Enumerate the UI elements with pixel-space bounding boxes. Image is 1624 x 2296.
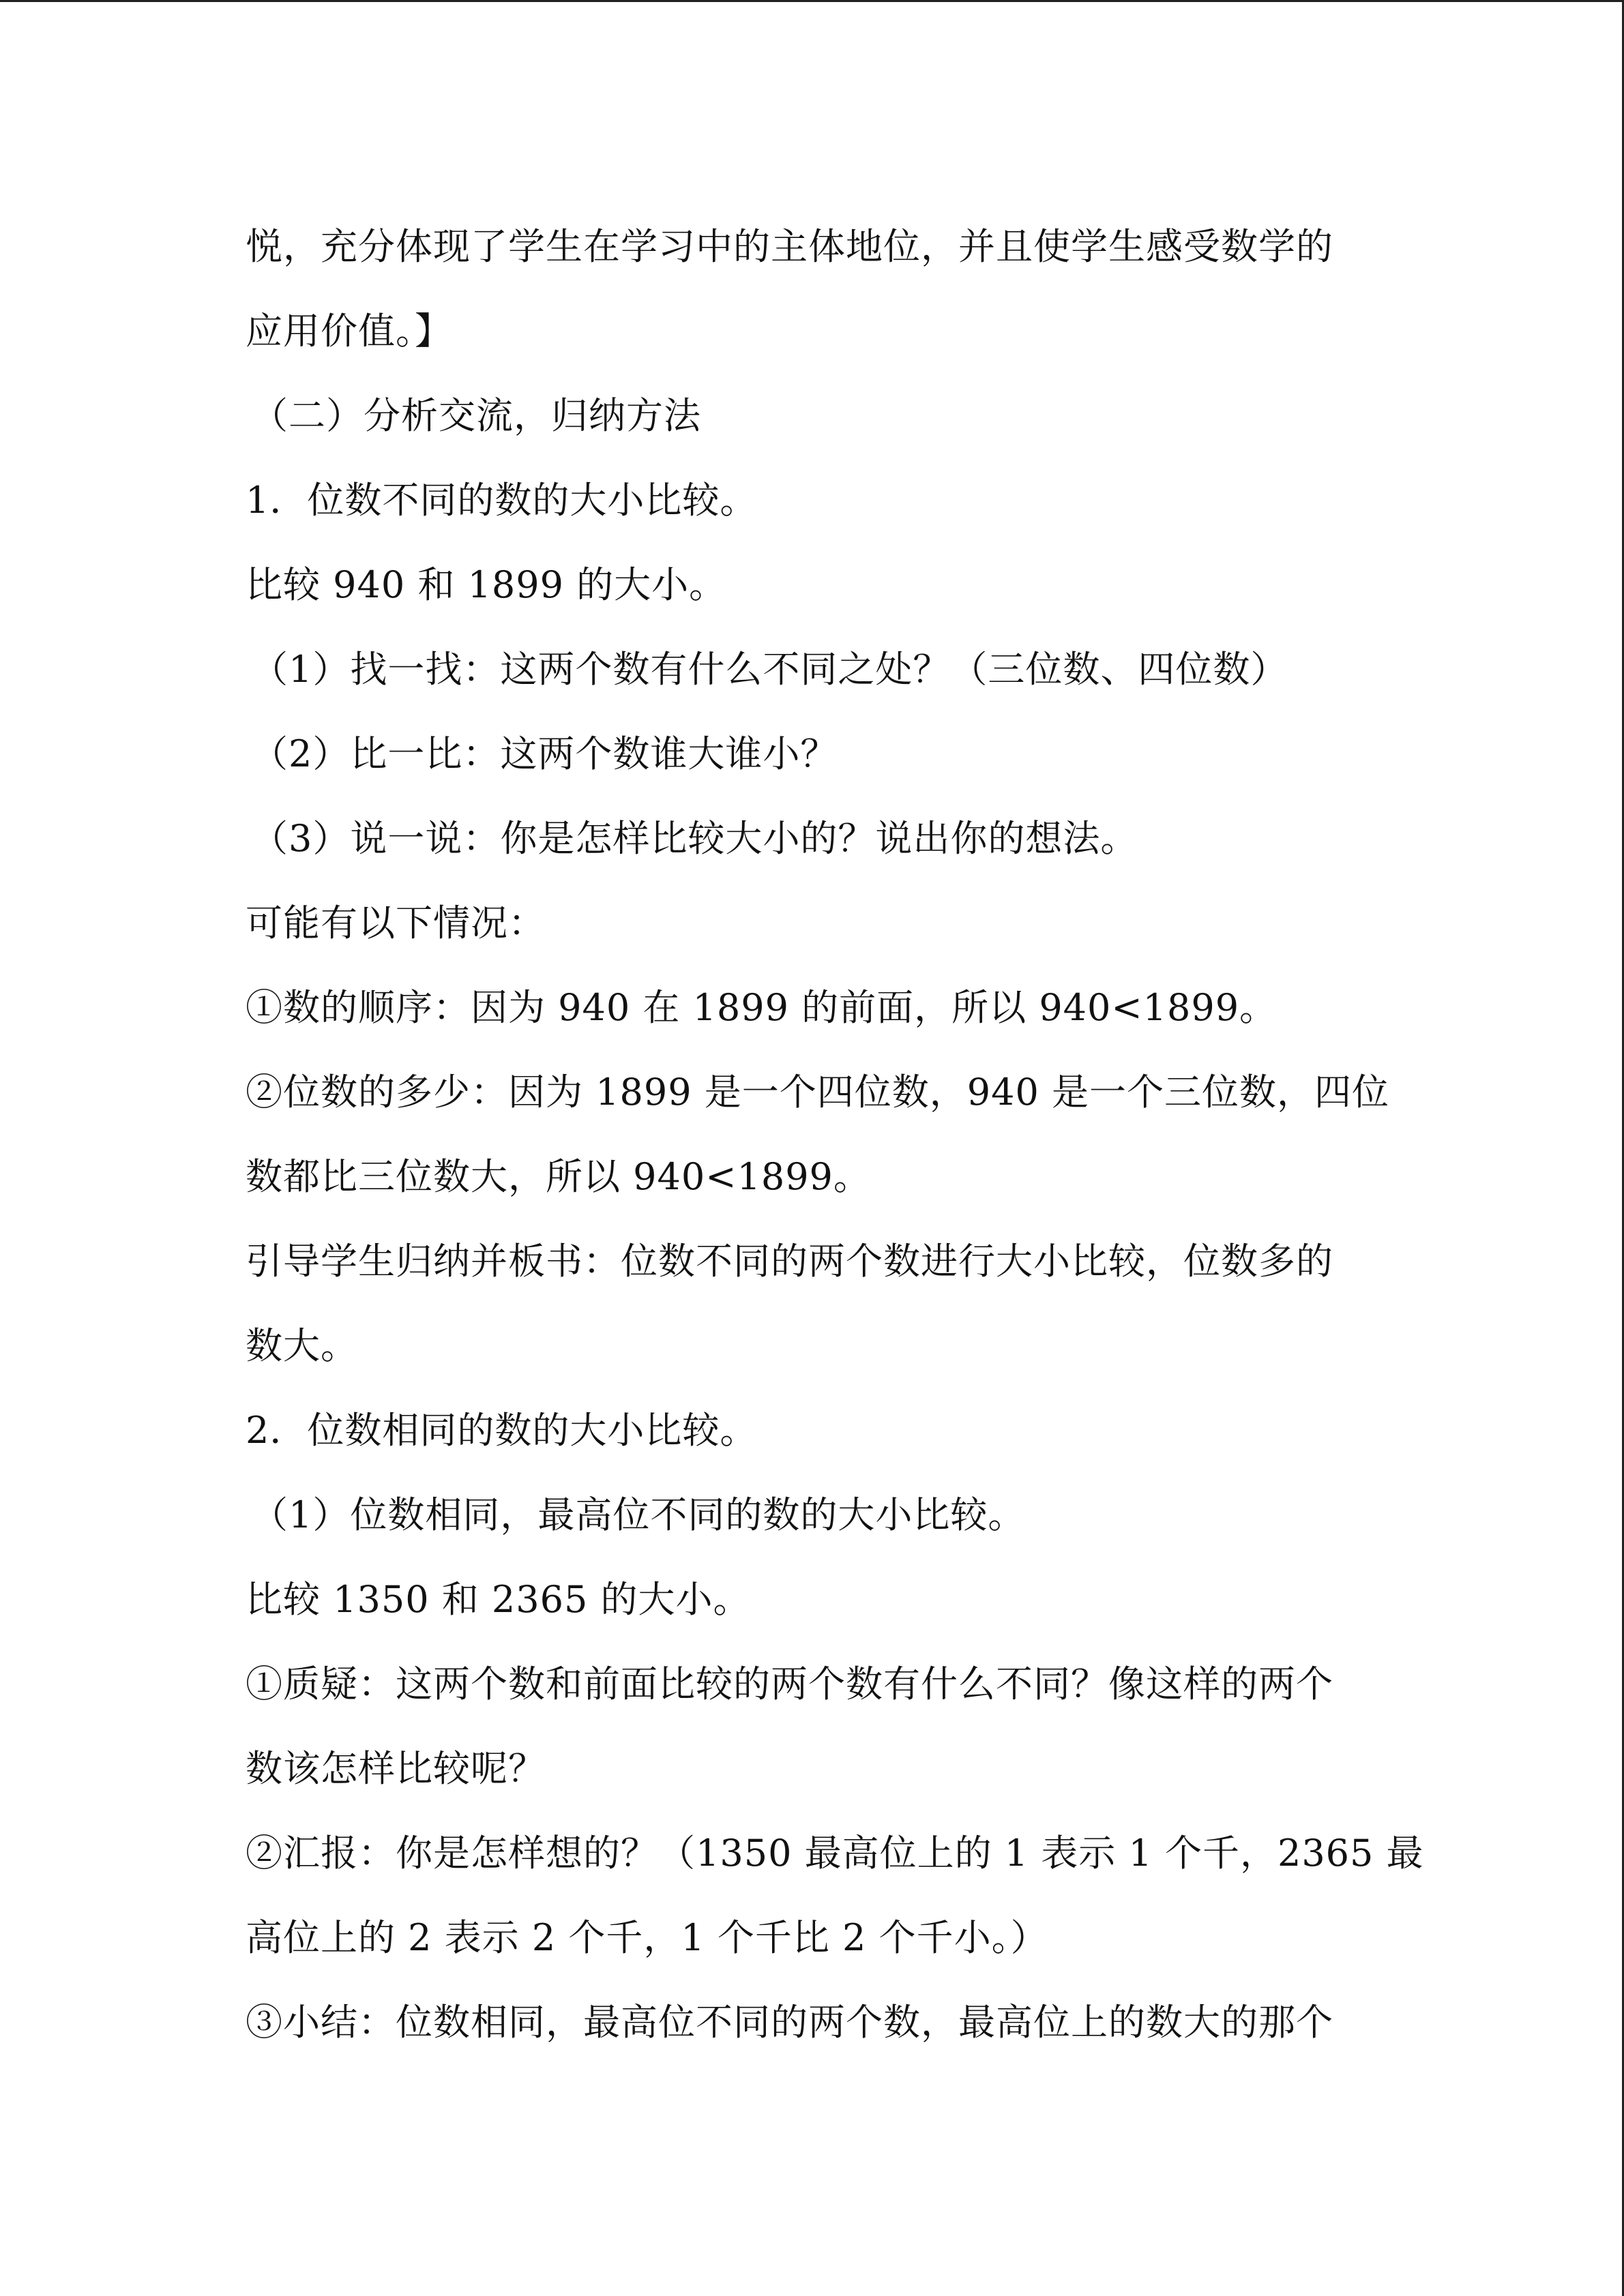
text-line-1: 悦，充分体现了学生在学习中的主体地位，并且使学生感受数学的	[246, 225, 1333, 268]
document-body	[246, 205, 1424, 2065]
subheading-same-digits: 2．位数相同的数的大小比较。	[246, 1409, 758, 1452]
text-line-19: 数该怎样比较呢？	[246, 1747, 546, 1790]
subheading-different-digits: 1．位数不同的数的大小比较。	[246, 479, 758, 522]
step-find: （1）找一找：这两个数有什么不同之处？（三位数、四位数）	[251, 648, 1288, 691]
text-line-5: 比较 940 和 1899 的大小。	[246, 563, 727, 606]
text-line-2: 应用价值。】	[246, 310, 452, 353]
section-heading-analysis: （二）分析交流，归纳方法	[251, 394, 701, 437]
text-line-14: 数大。	[246, 1324, 358, 1367]
text-line-9: 可能有以下情况：	[246, 901, 546, 944]
question-line: ①质疑：这两个数和前面比较的两个数有什么不同？像这样的两个	[246, 1663, 1333, 1705]
page-border-top	[0, 0, 1624, 2]
conclusion-line: ③小结：位数相同，最高位不同的两个数，最高位上的数大的那个	[246, 2001, 1333, 2044]
step-highest-digit: （1）位数相同，最高位不同的数的大小比较。	[251, 1493, 1026, 1536]
summary-line: 引导学生归纳并板书：位数不同的两个数进行大小比较，位数多的	[246, 1240, 1333, 1283]
text-line-21: 高位上的 2 表示 2 个千，1 个千比 2 个千小。）	[246, 1916, 1048, 1959]
report-line: ②汇报：你是怎样想的？（1350 最高位上的 1 表示 1 个千，2365 最	[246, 1832, 1424, 1875]
text-line-17: 比较 1350 和 2365 的大小。	[246, 1578, 751, 1621]
text-line-12: 数都比三位数大，所以 940<1899。	[246, 1155, 871, 1198]
case-digit-count: ②位数的多少：因为 1899 是一个四位数，940 是一个三位数，四位	[246, 1071, 1389, 1114]
step-explain: （3）说一说：你是怎样比较大小的？说出你的想法。	[251, 817, 1138, 860]
step-compare: （2）比一比：这两个数谁大谁小？	[251, 732, 838, 775]
case-order: ①数的顺序：因为 940 在 1899 的前面，所以 940<1899。	[246, 986, 1278, 1029]
